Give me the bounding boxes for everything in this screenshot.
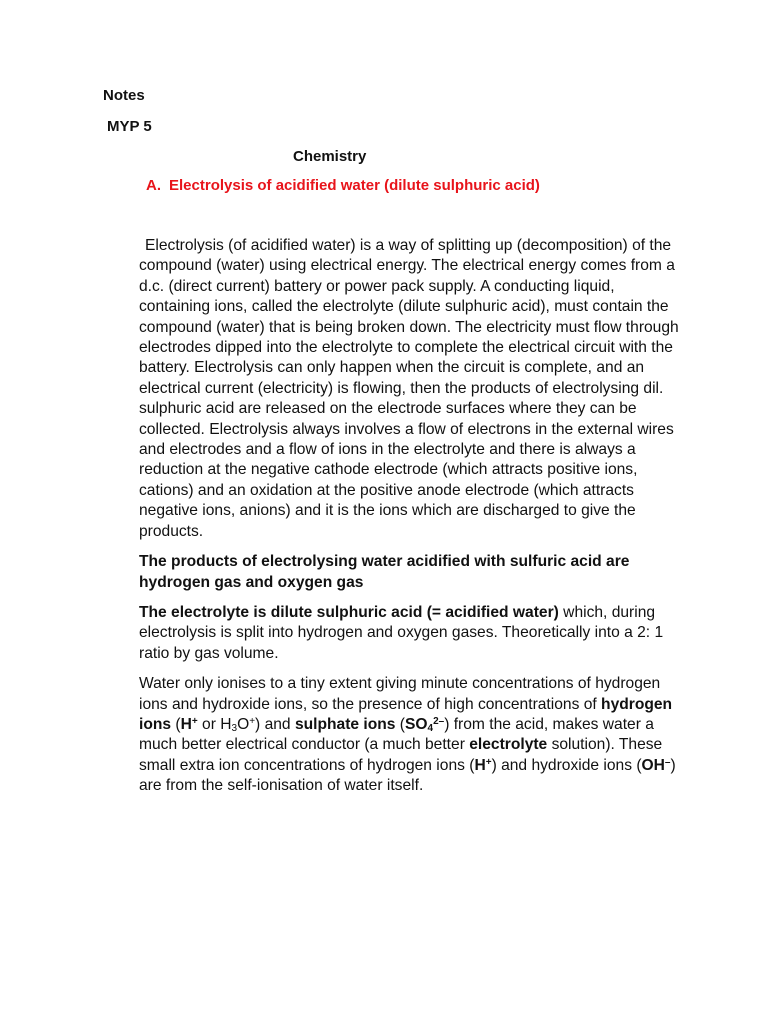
ionisation-paragraph — [139, 674, 687, 796]
ion-text: ) are from the self-ionisation of water itself. — [139, 756, 676, 795]
ion-formula: H+ — [474, 756, 492, 774]
document-body — [139, 236, 687, 807]
ion-text: ) and — [255, 715, 295, 733]
ion-text: ) and hydroxide ions ( — [491, 756, 642, 774]
notes-label: Notes — [103, 87, 145, 104]
subject-title: Chemistry — [293, 148, 367, 165]
products-statement: The products of electrolysing water acidified with sulfuric acid are hydrogen gas and oxygen gas — [139, 553, 630, 591]
section-letter: A. — [146, 177, 161, 194]
electrolyte-statement: The electrolyte is dilute sulphuric acid (= acidified water) — [139, 603, 559, 621]
products-paragraph — [139, 552, 687, 593]
electrolyte-text: which, during electrolysis is split into hydrogen and oxygen gases. Theoretically into a 2: 1 ratio by gas volume. — [139, 603, 664, 662]
section-heading — [146, 177, 540, 194]
electrolyte-paragraph — [139, 603, 687, 664]
ion-text: or $H_3O^+$ — [197, 715, 256, 734]
ion-term: sulphate ions — [294, 715, 396, 733]
ion-term: hydrogen ions — [139, 695, 673, 733]
ion-text: ( — [395, 715, 405, 733]
ion-term: electrolyte — [469, 736, 548, 754]
ion-text: ) from the acid, makes water a much better electrical conductor (a much better — [139, 715, 654, 754]
intro-paragraph: Electrolysis (of acidified water) is a way of splitting up (decomposition) of the compound (water) using electrical energy. The electrical energy comes from a d.c. (direct current) battery or power pack supply. A conducting liquid, containing ions, called the electrolyte (dilute sulphuric acid), must contain the compound (water) that is being broken down. The electricity must flow through electrodes dipped into the electrolyte to complete the electrical circuit with the battery. Electrolysis can only happen when the circuit is complete, and an electrical current (electricity) is flowing, then the products of electrolysing dil. sulphuric acid are released on the electrode surfaces where they can be collected. Electrolysis always involves a flow of electrons in the external wires and electrodes and a flow of ions in the electrolyte and there is always a reduction at the negative cathode electrode (which attracts positive ions, cations) and an oxidation at the positive anode electrode (which attracts negative ions, anions) and it is the ions which are discharged to give the products. — [139, 237, 679, 540]
ion-formula: H+ — [180, 715, 198, 733]
ion-formula: OH– — [641, 756, 671, 774]
section-title: Electrolysis of acidified water (dilute sulphuric acid) — [169, 177, 540, 194]
ion-text: solution). These small extra ion concentrations of hydrogen ions ( — [139, 736, 663, 774]
ion-text: Water only ionises to a tiny extent giving minute concentrations of hydrogen ions and hydroxide ions, so the presence of high concentrations of — [139, 675, 661, 713]
ion-text: ( — [171, 715, 181, 733]
ion-formula: $SO_4^{2-}$ — [404, 715, 445, 734]
course-label: MYP 5 — [107, 118, 152, 135]
